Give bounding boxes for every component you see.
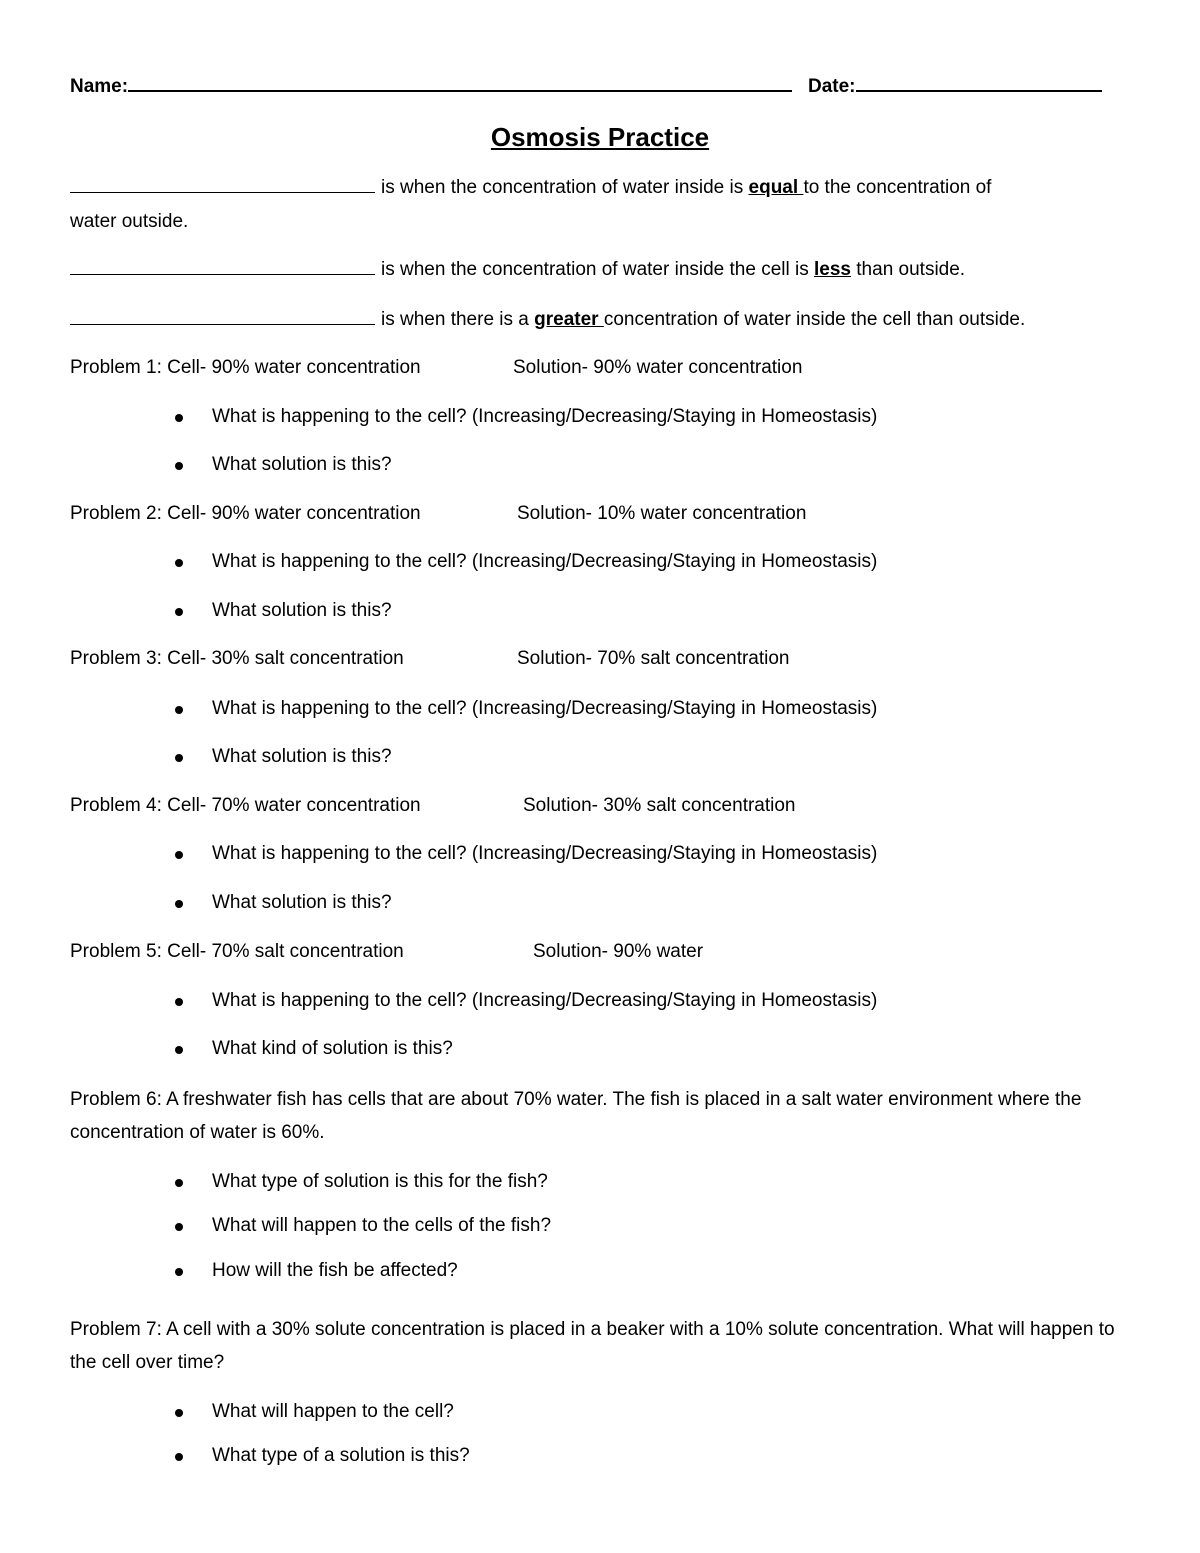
bullet-dot-icon xyxy=(175,414,183,422)
bullet-dot-icon xyxy=(175,1223,183,1231)
bullet-dot-icon xyxy=(175,1453,183,1461)
problem-3 xyxy=(70,648,790,670)
problem-3-cell: Problem 3: Cell- 30% salt concentration xyxy=(70,648,404,669)
bullet-dot-icon xyxy=(175,462,183,470)
problem-4-solution: Solution- 30% salt concentration xyxy=(523,795,796,816)
bullet-dot-icon xyxy=(175,706,183,714)
page-title: Osmosis Practice xyxy=(490,122,710,152)
problem-3-solution: Solution- 70% salt concentration xyxy=(517,648,790,669)
problem-5 xyxy=(70,941,704,963)
definition-1-continuation: water outside. xyxy=(70,211,189,232)
definition-2 xyxy=(70,259,965,281)
definition-3 xyxy=(70,309,1025,331)
problem-7-text: Problem 7: A cell with a 30% solute concentration is placed in a beaker with a 10% solute concentration. What will happen to the cell over time? xyxy=(70,1319,1115,1373)
definition-3-blank[interactable] xyxy=(70,310,375,325)
definition-2-text: is when the concentration of water inside the cell is xyxy=(381,259,815,280)
bullet-dot-icon xyxy=(175,754,183,762)
worksheet-page: Name: Date: Osmosis Practice is when the concentration of water inside is equal to the concentration of water outside. is when the concentration of water inside the cell is less than outside. is when there is a greater concentration of water inside the cell than outside. Problem 1: Cell- 90% water concentration Solution- 90% water concentration What is happening to the cell? (Increasing/Decreasing/Staying in Homeostasis) What solution is this? Problem 2: Cell- 90% water concentration Solution- 10% water concentration What is happening to the cell? (Increasing/Decreasing/Staying in Homeostasis) What solution is this? Problem 3: Cell- 30% salt concentration Solution- 70% salt concentration What is happening to the cell? (Increasing/Decreasing/Staying in Homeostasis) What solution is this? Problem 4: Cell- 70% water concentration Solution- 30% salt concentration What is happening to the cell? (Increasing/Decreasing/Staying in Homeostasis) What solution is this? Problem 5: Cell- 70% salt concentration Solution- 90% water What is happening to the cell? (Increasing/Decreasing/Staying in Homeostasis) What kind of solution is this? Problem 6: A freshwater fish has cells that are about 70% water. The fish is placed in a salt water environment where the concentration of water is 60%. What type of solution is this for the fish? What will happen to the cells of the fish? How will the fish be affected? Problem 7: A cell with a 30% solute concentration is placed in a beaker with a 10% solute concentration. What will happen to the cell over time? What will happen to the cell? What type of a solution is this? xyxy=(0,0,1200,1553)
bullet-dot-icon xyxy=(175,900,183,908)
date-field xyxy=(808,76,1102,98)
problem-2-solution: Solution- 10% water concentration xyxy=(517,503,807,524)
problem-5-solution: Solution- 90% water xyxy=(533,941,704,962)
definition-2-keyword: less xyxy=(814,259,851,280)
problem-2-cell: Problem 2: Cell- 90% water concentration xyxy=(70,503,421,524)
definition-2-text-after: than outside. xyxy=(851,259,966,280)
problem-1-solution: Solution- 90% water concentration xyxy=(513,357,803,378)
definition-1-keyword: equal xyxy=(748,177,804,198)
name-label: Name: xyxy=(70,76,129,97)
problem-5-cell: Problem 5: Cell- 70% salt concentration xyxy=(70,941,404,962)
definition-3-text: is when there is a xyxy=(381,309,535,330)
bullet-dot-icon xyxy=(175,1268,183,1276)
problem-1 xyxy=(70,357,803,379)
problem-4 xyxy=(70,795,796,817)
definition-2-blank[interactable] xyxy=(70,260,375,275)
bullet-dot-icon xyxy=(175,998,183,1006)
name-blank-line[interactable] xyxy=(128,90,792,92)
problem-1-cell: Problem 1: Cell- 90% water concentration xyxy=(70,357,421,378)
problem-4-cell: Problem 4: Cell- 70% water concentration xyxy=(70,795,421,816)
definition-1 xyxy=(70,177,991,199)
bullet-dot-icon xyxy=(175,1179,183,1187)
definition-3-text-after: concentration of water inside the cell than outside. xyxy=(603,309,1026,330)
definition-1-blank[interactable] xyxy=(70,178,375,193)
bullet-dot-icon xyxy=(175,1409,183,1417)
bullet-dot-icon xyxy=(175,559,183,567)
definition-1-text: is when the concentration of water inside is xyxy=(381,177,749,198)
bullet-dot-icon xyxy=(175,851,183,859)
date-blank-line[interactable] xyxy=(856,90,1102,92)
bullet-dot-icon xyxy=(175,608,183,616)
definition-1-text-after: to the concentration of xyxy=(803,177,992,198)
definition-3-keyword: greater xyxy=(534,309,604,330)
name-field xyxy=(70,76,792,98)
problem-6-text: Problem 6: A freshwater fish has cells that are about 70% water. The fish is placed in a salt water environment where the concentration of water is 60%. xyxy=(70,1089,1082,1143)
problem-2 xyxy=(70,503,807,525)
bullet-dot-icon xyxy=(175,1046,183,1054)
date-label: Date: xyxy=(808,76,856,97)
